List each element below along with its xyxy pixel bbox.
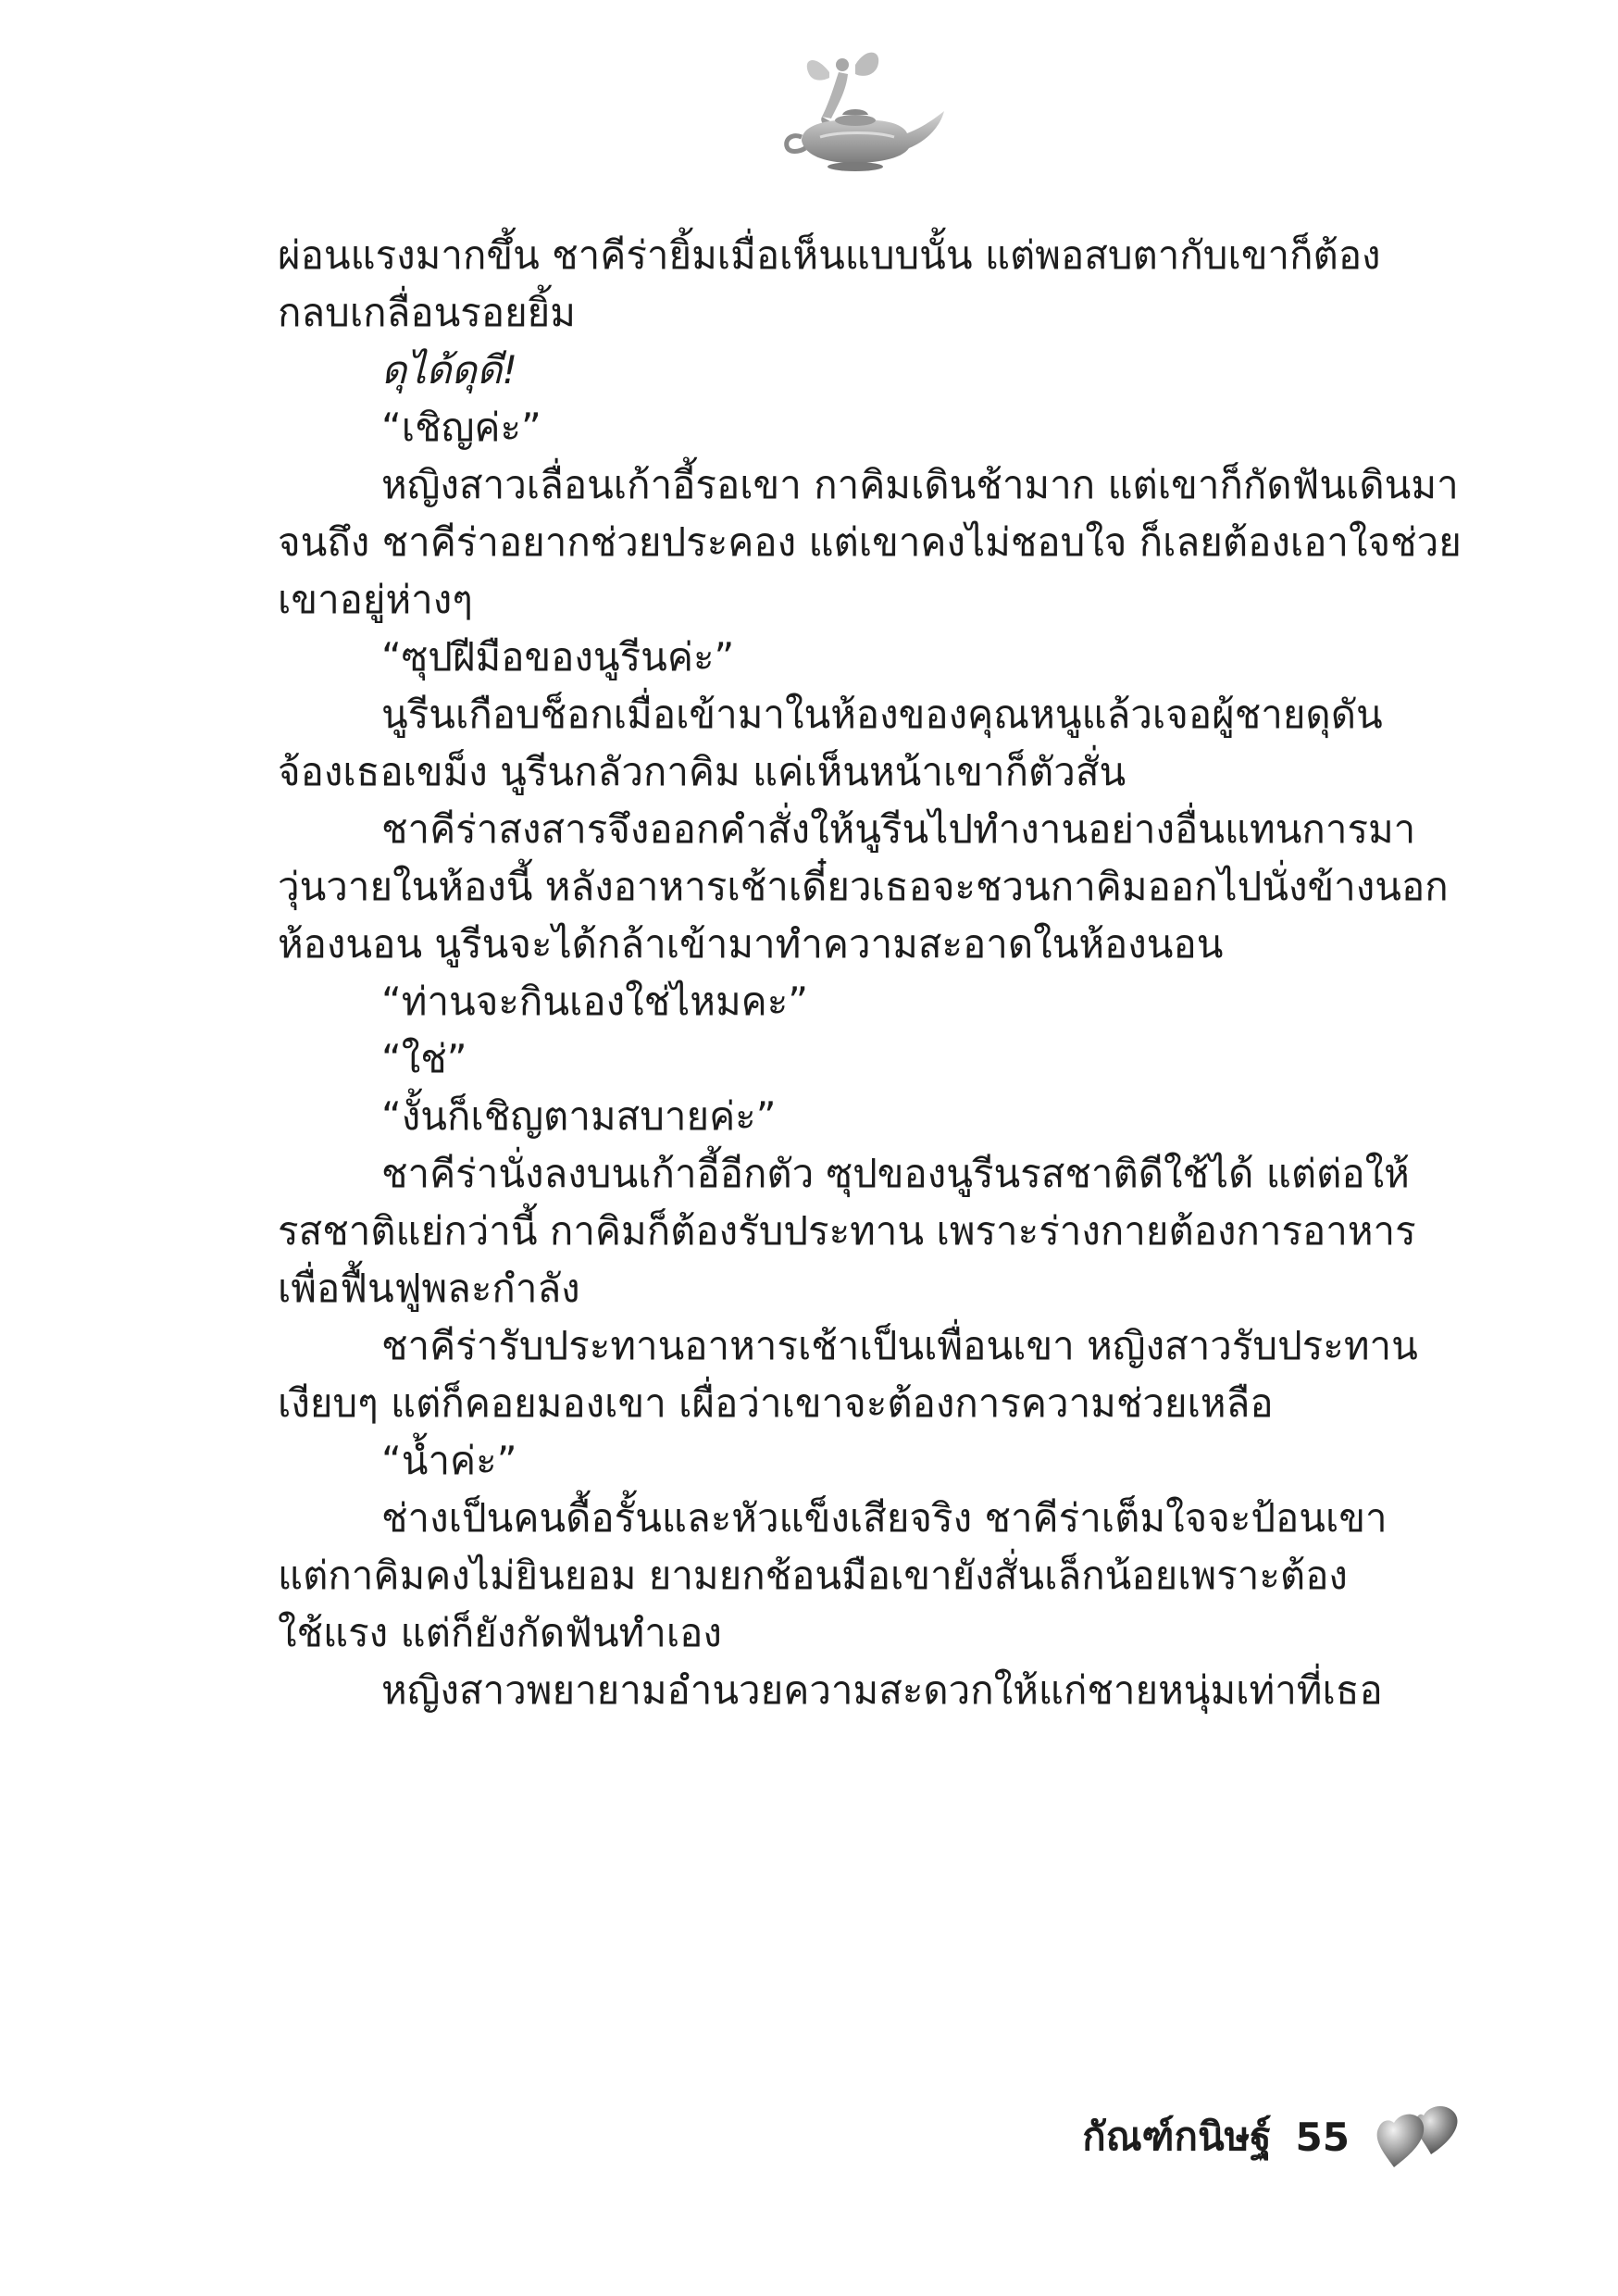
- text-line: ผ่อนแรงมากขึ้น ชาคีร่ายิ้มเมื่อเห็นแบบนั้น แต่พอสบตากับเขาก็ต้อง: [278, 232, 1381, 278]
- text-line: จนถึง ชาคีร่าอยากช่วยประคอง แต่เขาคงไม่ชอบใจ ก็เลยต้องเอาใจช่วย: [278, 519, 1462, 565]
- text-line: เพื่อฟื้นฟูพละกำลัง: [278, 1266, 580, 1311]
- text-line: “ซุปฝีมือของนูรีนค่ะ”: [381, 634, 735, 680]
- text-line: “ท่านจะกินเองใช่ไหมคะ”: [381, 979, 809, 1024]
- page-footer: [1082, 2100, 1462, 2174]
- text-line: ชาคีร่าสงสารจึงออกคำสั่งให้นูรีนไปทำงานอย่างอื่นแทนการมา: [381, 806, 1416, 852]
- text-line: กลบเกลื่อนรอยยิ้ม: [278, 290, 576, 335]
- text-line: “เชิญค่ะ”: [381, 405, 541, 450]
- hearts-icon: [1374, 2103, 1462, 2171]
- body-text: [278, 227, 1472, 1719]
- text-line: ช่างเป็นคนดื้อรั้นและหัวแข็งเสียจริง ชาคีร่าเต็มใจจะป้อนเขา: [381, 1495, 1388, 1541]
- text-line: แต่กาคิมคงไม่ยินยอม ยามยกช้อนมือเขายังสั่นเล็กน้อยเพราะต้อง: [278, 1553, 1348, 1598]
- text-line: ชาคีร่ารับประทานอาหารเช้าเป็นเพื่อนเขา หญิงสาวรับประทาน: [381, 1323, 1418, 1368]
- text-line: นูรีนเกือบช็อกเมื่อเข้ามาในห้องของคุณหนูแล้วเจอผู้ชายดุดัน: [381, 692, 1383, 737]
- book-title: กัณฑ์กนิษฐ์: [1082, 2114, 1272, 2159]
- text-line: เขาอยู่ห่างๆ: [278, 577, 473, 622]
- text-line: ห้องนอน นูรีนจะได้กล้าเข้ามาทำความสะอาดในห้องนอน: [278, 921, 1224, 967]
- text-line: วุ่นวายในห้องนี้ หลังอาหารเช้าเดี๋ยวเธอจะชวนกาคิมออกไปนั่งข้างนอก: [278, 864, 1449, 909]
- text-line: ชาคีร่านั่งลงบนเก้าอี้อีกตัว ซุปของนูรีนรสชาติดีใช้ได้ แต่ต่อให้: [381, 1151, 1410, 1196]
- page-number: 55: [1295, 2114, 1350, 2160]
- text-line: รสชาติแย่กว่านี้ กาคิมก็ต้องรับประทาน เพราะร่างกายต้องการอาหาร: [278, 1208, 1416, 1254]
- text-line: เงียบๆ แต่ก็คอยมองเขา เผื่อว่าเขาจะต้องการความช่วยเหลือ: [278, 1380, 1274, 1426]
- genie-lamp-icon: [765, 44, 950, 174]
- text-line: หญิงสาวพยายามอำนวยความสะดวกให้แก่ชายหนุ่มเท่าที่เธอ: [381, 1667, 1383, 1713]
- text-line: หญิงสาวเลื่อนเก้าอี้รอเขา กาคิมเดินช้ามาก แต่เขาก็กัดฟันเดินมา: [381, 462, 1459, 507]
- text-line: ใช้แรง แต่ก็ยังกัดฟันทำเอง: [278, 1610, 722, 1655]
- text-line: “งั้นก็เชิญตามสบายค่ะ”: [381, 1093, 777, 1139]
- text-line: จ้องเธอเขม็ง นูรีนกลัวกาคิม แค่เห็นหน้าเขาก็ตัวสั่น: [278, 749, 1126, 794]
- text-line: “ใช่”: [381, 1036, 467, 1081]
- text-line: ดุได้ดุดี!: [381, 347, 518, 393]
- text-line: “น้ำค่ะ”: [381, 1438, 517, 1483]
